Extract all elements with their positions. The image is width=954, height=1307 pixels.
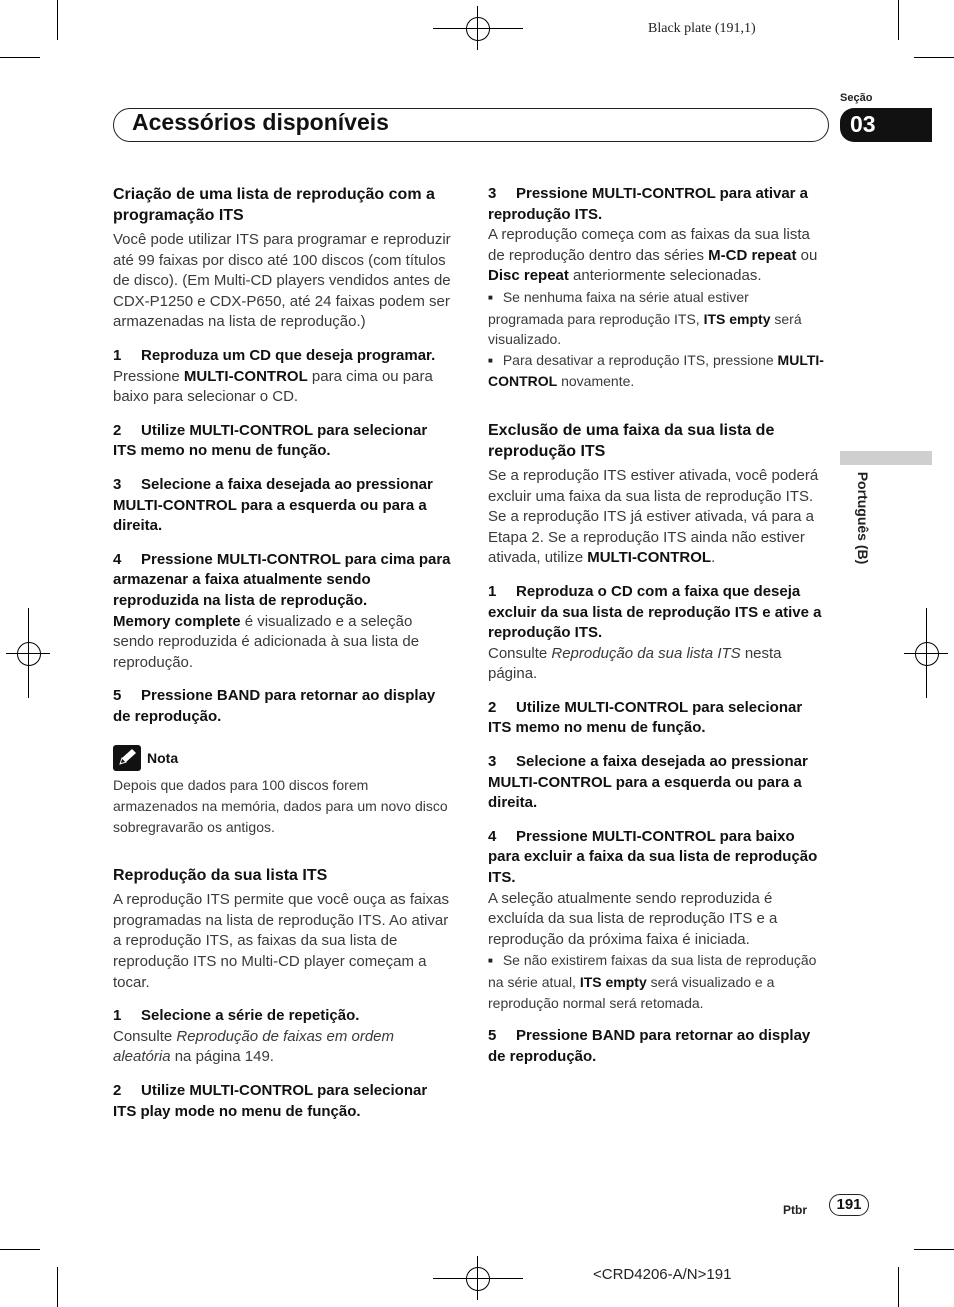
crop-mark <box>898 1267 899 1307</box>
step-text: Pressione MULTI-CONTROL para cima ou para baixo para selecionar o CD. <box>113 367 433 406</box>
step-heading: 3 Selecione a faixa desejada ao pressionar MULTI-CONTROL para a esquerda ou para a direita. <box>113 475 433 535</box>
step-heading: 2 Utilize MULTI-CONTROL para selecionar ITS memo no menu de função. <box>488 698 803 737</box>
side-tab-language: Português (B) <box>855 471 871 565</box>
paragraph: Você pode utilizar ITS para programar e reproduzir até 99 faixas por disco até 100 discos (com títulos de disco). (Em Multi-CD players vendidos antes de CDX-P1250 e CDX-P650, até 24 faixas podem ser armazenadas na lista de reprodução.) <box>113 231 451 331</box>
step-heading: 3 Pressione MULTI-CONTROL para ativar a reprodução ITS. <box>488 185 809 223</box>
step-heading: 5 Pressione BAND para retornar ao display de reprodução. <box>113 687 436 725</box>
left-column <box>113 184 453 1122</box>
note-header <box>113 745 453 771</box>
crop-mark <box>57 1267 58 1307</box>
step-text: Consulte Reprodução de faixas em ordem aleatória na página 149. <box>113 1027 394 1066</box>
pencil-icon <box>113 745 141 771</box>
bullet-note: ■ Se não existirem faixas da sua lista de reprodução na série atual, ITS empty será visualizado e a reprodução normal será retomada. <box>488 952 817 1011</box>
registration-mark-icon <box>466 17 490 41</box>
registration-mark-icon <box>915 642 939 666</box>
bullet-note: ■ Para desativar a reprodução ITS, pressione MULTI-CONTROL novamente. <box>488 351 824 390</box>
step-heading: 1 Selecione a série de repetição. <box>113 1007 360 1025</box>
registration-mark-icon <box>466 1267 490 1291</box>
step-text: A reprodução começa com as faixas da sua lista de reprodução dentro das séries M-CD repeat ou Disc repeat anteriormente selecionadas. <box>488 226 818 285</box>
step-heading: 1 Reproduza o CD com a faixa que deseja excluir da sua lista de reprodução ITS e ative a reprodução ITS. <box>488 582 822 642</box>
step-heading: 1 Reproduza um CD que deseja programar. <box>113 346 436 364</box>
paragraph: A reprodução ITS permite que você ouça as faixas programadas na lista de reprodução ITS. Ao ativar a reprodução ITS, as faixas da sua lista de reprodução ITS no Multi-CD player começam a tocar. <box>113 891 450 991</box>
section-number: 03 <box>850 111 876 137</box>
section-heading: Exclusão de uma faixa da sua lista de reprodução ITS <box>488 421 775 460</box>
step-heading: 5 Pressione BAND para retornar ao display de reprodução. <box>488 1027 811 1065</box>
paragraph: Se a reprodução ITS já estiver ativada, vá para a Etapa 2. Se a reprodução ITS ainda não estiver ativada, utilize MULTI-CONTROL. <box>488 508 815 567</box>
crop-mark <box>914 1249 954 1250</box>
step-heading: 3 Selecione a faixa desejada ao pressionar MULTI-CONTROL para a esquerda ou para a direita. <box>488 753 808 812</box>
plate-label: Black plate (191,1) <box>648 21 756 36</box>
step-heading: 4 Pressione MULTI-CONTROL para baixo para excluir a faixa da sua lista de reprodução ITS. <box>488 827 818 887</box>
page-number: 191 <box>836 1196 862 1213</box>
square-bullet-icon: ■ <box>488 355 493 365</box>
crop-mark <box>0 57 40 58</box>
crop-mark <box>57 0 58 40</box>
crop-mark <box>0 1249 40 1250</box>
page-title: Acessórios disponíveis <box>132 109 389 135</box>
right-column <box>488 184 828 1067</box>
language-code: Ptbr <box>783 1203 807 1217</box>
section-heading: Reprodução da sua lista ITS <box>113 867 328 885</box>
step-text: Consulte Reprodução da sua lista ITS nesta página. <box>488 644 782 683</box>
step-heading: 2 Utilize MULTI-CONTROL para selecionar ITS memo no menu de função. <box>113 421 428 460</box>
crop-mark <box>914 57 954 58</box>
registration-mark-icon <box>17 642 41 666</box>
section-heading: Criação de uma lista de reprodução com a programação ITS <box>113 186 435 224</box>
paragraph: Se a reprodução ITS estiver ativada, você poderá excluir uma faixa da sua lista de reprodução ITS. <box>488 466 819 505</box>
bullet-note: ■ Se nenhuma faixa na série atual estiver programada para reprodução ITS, ITS empty será visualizado. <box>488 288 802 348</box>
step-heading: 2 Utilize MULTI-CONTROL para selecionar ITS play mode no menu de função. <box>113 1082 428 1120</box>
document-code: <CRD4206-A/N>191 <box>593 1266 732 1283</box>
side-tab-bar <box>840 451 932 465</box>
note-label: Nota <box>147 750 179 767</box>
step-text: A seleção atualmente sendo reproduzida é excluída da sua lista de reprodução ITS e a reprodução da próxima faixa é iniciada. <box>488 889 778 948</box>
square-bullet-icon: ■ <box>488 292 493 302</box>
step-heading: 4 Pressione MULTI-CONTROL para cima para armazenar a faixa atualmente sendo reproduzida na lista de reprodução. <box>113 550 451 609</box>
step-text: Memory complete é visualizado e a seleção sendo reproduzida é adicionada à sua lista de reprodução. <box>113 612 420 671</box>
square-bullet-icon: ■ <box>488 956 493 966</box>
section-label: Seção <box>840 92 873 104</box>
crop-mark <box>898 0 899 40</box>
note-text: Depois que dados para 100 discos forem armazenados na memória, dados para um novo disco sobregravarão os antigos. <box>113 777 448 835</box>
